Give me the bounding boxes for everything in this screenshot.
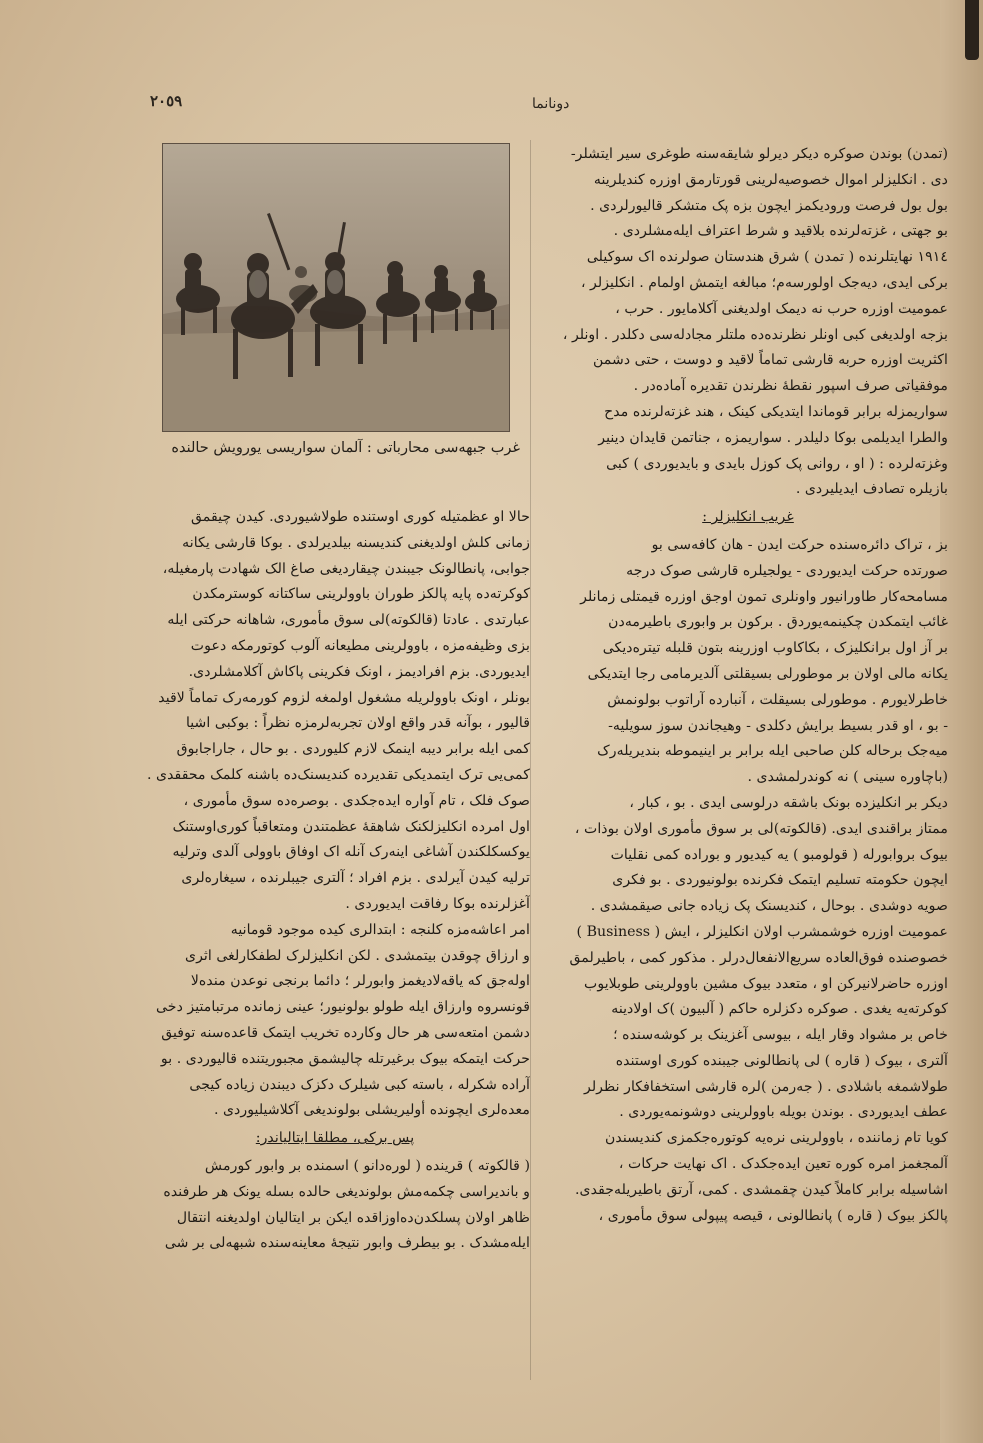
- text-line: و باندیراسی چکمه‌مش بولوندیغی حالده بسله یونک هر طرفنده: [163, 1183, 530, 1200]
- text-line: بونلر ، اونک باوولریله مشغول اولمغه لزوم کورمه‌رک تماماً لاقید: [158, 689, 530, 706]
- text-line: بول بول فرصت ورودیکمز ایچون بزه پک متشکر قالیورلردی .: [590, 197, 948, 214]
- text-line: کویا تام زماننده ، باوولرینی نره‌یه کوتوره‌جکمزی کندیسندن: [604, 1130, 948, 1147]
- text-line: اشاسیله برابر کاملاً کیدن چقمشدی . کمی، آرتق باطیریله‌جقدی.: [575, 1181, 948, 1198]
- text-line: صورتده حرکت ایدیوردی - یولجیلره قارشی صوک درجه: [626, 562, 948, 579]
- text-line: دیکر بر انکلیزده بونک باشقه درلوسی ایدی . بو ، کبار ،: [629, 794, 948, 811]
- text-line: آغزلرنده بوکا رفاقت ایدیوردی .: [345, 895, 530, 912]
- text-line: ١٩١٤ نهایتلرنده ( تمدن ) شرق هندستان صولرنده اک سوکیلی: [586, 249, 948, 266]
- text-line: قونسروه وارزاق ایله طولو بولونیور؛ عینی زمانده مرتبامتیز دخی: [155, 999, 530, 1016]
- text-line: یوکسکلکندن آشاغی اینه‌رک آنله اک اوفاق باوولی آلدی وترلیه: [172, 844, 530, 861]
- text-line: دشمن امتعه‌سی هر حال وکارده تخریب ایتمک قاعده‌سنه توفیق: [161, 1024, 530, 1041]
- text-line: جوابی، پانطالونک جیبندن چیقاردیغی صاغ الک شهادت پارمغیله،: [162, 560, 530, 577]
- photo-caption: غرب جبهه‌سی محارباتی : آلمان سواریسی یورویش حالنده: [171, 440, 520, 456]
- text-line: یکانه مالی اولان بر موطورلی بسیقلتی آلدیرمامی رجا ایتدیکی: [587, 665, 948, 682]
- text-line: عبارتدی . عادتا (قالکوته)لی سوق مأموری، شاهانه حرکتی ایله: [167, 612, 530, 629]
- text-line: کمی‌یی ترک ایتمدیکی تقدیرده کندیسنک‌ده باشنه کلمک محققدی .: [146, 766, 530, 783]
- text-line: حالا او عظمتیله کوری اوستنده طولاشیوردی. کیدن چیقمق: [190, 509, 530, 525]
- photo-illustration: [163, 144, 509, 431]
- section-subheading: پس برکی، مطلقا ایتالیاندر:: [255, 1130, 415, 1147]
- text-line: کوکرته‌ده پایه پالکز طوران باوولرینی ساکتانه کوسترمکدن: [192, 586, 530, 603]
- text-line: خصوصنده فوق‌العاده سریع‌الانفعال‌درلر . مذکور کمی ، باطیرلمق: [569, 949, 948, 966]
- text-line: عمومیت اوزره حرب نه دیمک اولدیغنی آکلامایور . حرب ،: [615, 300, 948, 317]
- text-line: بیوک بروابورله ( قولومبو ) یه کیدیور و بوراده کمی نقلیات: [610, 846, 948, 863]
- text-line: میه‌جک برحاله کلن صاحبی ایله برابر بر اینیموطه بندیریله‌رک: [597, 743, 948, 760]
- text-line: آراده شکرله ، باسته کبی شیلرک دکزک دیبندن زیاده کیجی: [189, 1076, 530, 1093]
- text-line: معده‌لری ایچونده أولیریشلی بولوندیغی آکلاشیلیوردی .: [213, 1102, 530, 1119]
- text-line: صویه دوشدی . بوحال ، کندیسنک پک زیاده جانی صیقمشدی .: [590, 898, 948, 915]
- text-line: ایچون حکومته تسلیم ایتمک فکرنده بولونیوردی . بو فکری: [612, 872, 948, 889]
- text-line: (باچاوره سینی ) نه کوندرلمشدی .: [747, 769, 948, 786]
- text-line: و ارزاق چوقدن بیتمشدی . لکن انکلیزلرک لطفکارلغی اثری: [184, 947, 530, 964]
- text-line: مسامحه‌کار طاورانیور واونلری تمون اوجق اوزره قیمتلی زمانلر: [580, 588, 948, 605]
- page-number: ٢٠٥٩: [150, 92, 183, 110]
- text-line: ظاهر اولان پسلکدن‌ده‌اوزاقده ایکن بر ایتالیان اولدیغنه انتقال: [176, 1209, 530, 1226]
- text-line: پالکز بیوک ( قاره ) پانطالونی ، قیصه پیپولی سوق مأموری ،: [598, 1207, 948, 1224]
- text-line: کوکرته‌یه یغدی . صوکره دکزلره حاکم ( آلبیون )ک اولادینه: [611, 1001, 948, 1018]
- text-line: حرکت ایتمکه بیوک برغیرتله چالیشمق مجبوریتنده قالیوردی . بو: [160, 1050, 530, 1067]
- text-line: خاص بر مشواد وقار ایله ، بیوسی آغزینک بر کوشه‌سنده ؛: [613, 1027, 948, 1044]
- text-line: کمی ایله برابر دیبه اینمک لازم کلیوردی . بو حال ، جاراجابوق: [176, 741, 530, 758]
- text-line: امر اعاشه‌مزه کلنجه : ابتدالری کیده موجود قومانیه: [230, 921, 530, 938]
- text-line: ایدیوردی. بزم افرادیمز ، اونک فکرینی پاکاش آکلامشلردی.: [188, 663, 530, 680]
- text-line: دی . انکلیزلر اموال خصوصیه‌لرینی قورتارمق اوزره کندیلرینه: [593, 171, 948, 188]
- text-line: (تمدن) بوندن صوکره دیکر دیرلو شایقه‌سنه طوغری سیر ایتشلر-: [570, 146, 948, 162]
- section-subheading: غریب انکلیزلر :: [702, 509, 794, 526]
- text-line: ترلیه کیدن آیرلدی . بزم افراد ؛ آلتری جیبلرنده ، سیغاره‌لری: [181, 870, 530, 887]
- text-line: اول امرده انکلیزلکنک شاهقهٔ عظمتندن ومتعاقباً کوری‌اوستنک: [172, 818, 530, 835]
- text-line: بزجه اولدیغی کبی اونلر نظرنده‌ده ملتلر مجادله‌سی دکلدر . اونلر ،: [562, 326, 948, 343]
- text-line: آلمجغمز امره کوره تعین ایده‌جکدک . اک نهایت حرکات ،: [618, 1156, 948, 1173]
- text-line: ( قالکوته ) قرینده ( لوره‌دانو ) اسمنده بر وابور کورمش: [204, 1157, 530, 1174]
- text-line: بز ، تراک دائره‌سنده حرکت ایدن - هان کافه‌سی بو: [651, 536, 948, 553]
- text-line: والطرا ایدیلمی بوکا دلیلدر . سواریمزه ، جناتمن قایدان دینیر: [598, 429, 948, 446]
- text-line: بزی وظیفه‌مزه ، باوولرینی مطیعانه آلوب کوتورمکه دعوت: [190, 637, 530, 654]
- text-line: وغزته‌لرده : ( او ، روانی پک کوزل بایدی و بایدیوردی ) کبی: [606, 455, 948, 472]
- text-line: غائب ایتمکدن چکینمه‌یوردق . برکون بر وابوری باطیرمه‌دن: [608, 614, 948, 631]
- text-line: خاطرلایورم . موطورلی بسیقلت ، آنبارده آراتوب بولونمش: [607, 691, 948, 708]
- text-line: موفقیاتی صرف اسپور نقطهٔ نظرندن تقدیره آماده‌در .: [633, 378, 948, 395]
- text-line: صوک فلک ، تام آواره ایده‌جکدی . بوصره‌ده سوق مأموری ،: [183, 792, 530, 809]
- right-column: [548, 142, 948, 1229]
- binding-mark: [965, 0, 979, 60]
- text-line: ایله‌مشدک . بو بیطرف وابور نتیجهٔ معاینه‌سنده شبهه‌لی بر شی: [164, 1235, 530, 1252]
- text-line: برکی ایدی، دیه‌جک اولورسه‌م؛ مبالغه ایتمش اولمام . انکلیزلر ،: [580, 274, 948, 291]
- text-line: بر آز اول برانکلیزک ، بکاکاوب اوزرینه بتون قلبله تیتره‌دیکی: [602, 640, 948, 657]
- text-line: بازیلره تصادف ایدیلیردی .: [795, 481, 948, 498]
- running-title: دونانما: [532, 96, 570, 112]
- text-line: بو جهتی ، غزته‌لرنده بلاقید و شرط اعتراف ایله‌مشلردی .: [613, 223, 948, 240]
- cavalry-photo: [162, 143, 510, 432]
- text-line: زمانی کلش اولدیغنی کندیسنه بیلدیرلدی . بوکا قارشی یکانه: [182, 534, 530, 551]
- text-line: ممتاز براقندی ایدی. (قالکوته)لی بر سوق مأموری اولان بوذات ،: [574, 820, 948, 837]
- column-divider: [530, 140, 531, 1380]
- text-line: اوزره حاضرلانیرکن او ، متعدد بیوک مشین باوولرینی طوبلایوب: [584, 975, 948, 992]
- left-column: [140, 505, 530, 1257]
- text-line: سواریمزله برابر قوماندا ایتدیکی کینک ، هند غزته‌لرنده مدح: [604, 403, 948, 420]
- text-line: اوله‌جق که یاقه‌لادیغمز وابورلر ؛ دائما برنجی نوعدن منده‌لا: [190, 973, 530, 990]
- text-line: عمومیت اوزره خوشمشرب اولان انکلیزلر ، ایش ( Business ): [576, 923, 948, 940]
- text-line: طولاشمغه باشلادی . ( جه‌رمن )لره قارشی استخفافکار نظرلر: [584, 1078, 948, 1095]
- text-line: آلتری ، بیوک ( قاره ) لی پانطالونی جیبنده کوری اوستنده: [615, 1052, 948, 1069]
- text-line: قالیور ، بوآنه قدر واقع اولان تجربه‌لرمزه نظراً : بوکبی اشیا: [185, 715, 530, 732]
- text-line: عطف ایدیوردی . بوندن بویله باوولرینی دوشونمه‌یوردی .: [619, 1104, 948, 1121]
- text-line: اکثریت اوزره حربه قارشی تماماً لاقید و دوست ، حتی دشمن: [592, 352, 948, 369]
- text-line: - بو ، او قدر بسیط برایش دکلدی - وهیجاندن سوز سویلیه-: [608, 717, 948, 734]
